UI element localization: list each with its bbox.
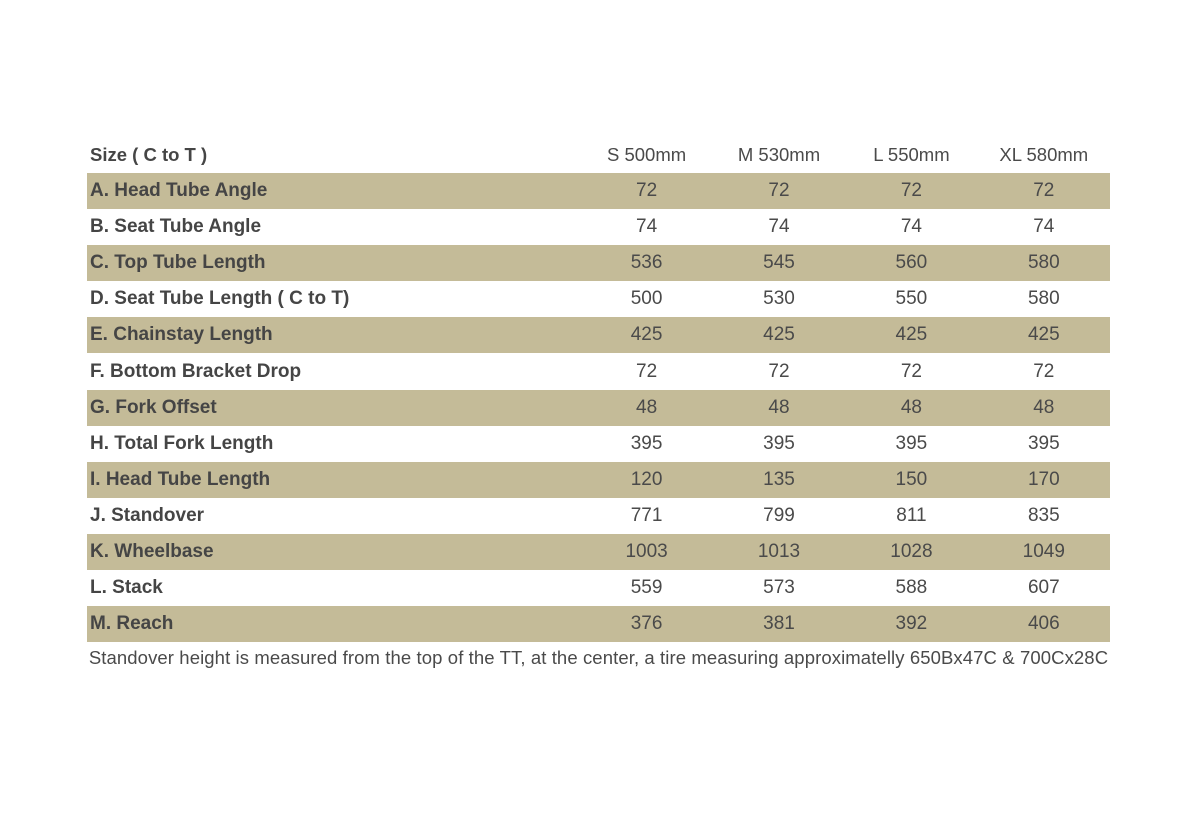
cell-value: 48	[900, 396, 922, 418]
cell-value: 48	[636, 396, 658, 418]
cell-value: 425	[763, 324, 795, 346]
table-row	[87, 173, 1110, 209]
row-label: I. Head Tube Length	[90, 468, 271, 490]
cell-value: 72	[636, 360, 658, 382]
standover-footnote: Standover height is measured from the top of the TT, at the center, a tire measuring approximatelly 650Bx47C & 700Cx28C	[88, 647, 1109, 668]
cell-value: 74	[636, 216, 658, 238]
cell-value: 607	[1027, 577, 1060, 599]
cell-value: 395	[763, 432, 795, 454]
cell-value: 550	[895, 288, 928, 310]
cell-value: 72	[636, 180, 658, 202]
cell-value: 395	[895, 432, 928, 454]
cell-value: 74	[900, 216, 922, 238]
table-row	[87, 534, 1110, 570]
cell-value: 48	[768, 396, 790, 418]
size-header-m: M 530mm	[737, 144, 821, 165]
cell-value: 72	[768, 180, 790, 202]
cell-value: 560	[895, 252, 928, 274]
row-label: K. Wheelbase	[90, 540, 214, 562]
cell-value: 170	[1027, 468, 1060, 490]
geometry-table	[87, 137, 1110, 642]
table-row	[87, 426, 1110, 462]
cell-value: 799	[763, 504, 795, 526]
cell-value: 425	[1027, 324, 1060, 346]
cell-value: 406	[1027, 613, 1060, 635]
cell-value: 381	[763, 613, 795, 635]
cell-value: 536	[630, 252, 663, 274]
table-row	[87, 317, 1110, 353]
table-row	[87, 281, 1110, 317]
table-row	[87, 606, 1110, 642]
table-header-row	[87, 137, 1110, 173]
size-header-label: Size ( C to T )	[90, 144, 208, 165]
row-label: L. Stack	[90, 577, 163, 599]
row-label: B. Seat Tube Angle	[90, 216, 262, 238]
table-row	[87, 353, 1110, 389]
size-header-l: L 550mm	[873, 144, 950, 165]
cell-value: 545	[763, 252, 795, 274]
cell-value: 425	[895, 324, 928, 346]
table-row	[87, 570, 1110, 606]
cell-value: 72	[1033, 360, 1055, 382]
cell-value: 1049	[1022, 540, 1065, 562]
cell-value: 425	[630, 324, 663, 346]
cell-value: 74	[768, 216, 790, 238]
table-row	[87, 390, 1110, 426]
row-label: G. Fork Offset	[90, 396, 217, 418]
row-label: E. Chainstay Length	[90, 324, 273, 346]
table-row	[87, 462, 1110, 498]
cell-value: 771	[630, 504, 663, 526]
cell-value: 72	[900, 360, 922, 382]
cell-value: 573	[763, 577, 795, 599]
row-label: D. Seat Tube Length ( C to T)	[90, 288, 350, 310]
cell-value: 500	[630, 288, 663, 310]
cell-value: 811	[896, 504, 927, 526]
cell-value: 1003	[625, 540, 668, 562]
cell-value: 74	[1033, 216, 1055, 238]
row-label: M. Reach	[90, 613, 174, 635]
cell-value: 530	[763, 288, 795, 310]
cell-value: 72	[1033, 180, 1055, 202]
row-label: C. Top Tube Length	[90, 252, 266, 274]
cell-value: 392	[895, 613, 928, 635]
cell-value: 559	[630, 577, 663, 599]
cell-value: 1013	[757, 540, 801, 562]
row-label: A. Head Tube Angle	[90, 180, 268, 202]
cell-value: 580	[1027, 288, 1060, 310]
row-label: F. Bottom Bracket Drop	[90, 360, 302, 382]
table-row	[87, 245, 1110, 281]
cell-value: 1028	[890, 540, 933, 562]
cell-value: 135	[763, 468, 795, 490]
cell-value: 72	[900, 180, 922, 202]
cell-value: 588	[895, 577, 928, 599]
cell-value: 395	[1027, 432, 1060, 454]
cell-value: 150	[895, 468, 928, 490]
cell-value: 120	[630, 468, 663, 490]
row-label: J. Standover	[90, 504, 205, 526]
table-row	[87, 209, 1110, 245]
size-header-xl: XL 580mm	[999, 144, 1089, 165]
size-header-s: S 500mm	[607, 144, 687, 165]
cell-value: 395	[630, 432, 663, 454]
cell-value: 48	[1033, 396, 1055, 418]
table-row	[87, 498, 1110, 534]
cell-value: 72	[768, 360, 790, 382]
cell-value: 376	[630, 613, 663, 635]
row-label: H. Total Fork Length	[90, 432, 274, 454]
cell-value: 835	[1027, 504, 1060, 526]
cell-value: 580	[1027, 252, 1060, 274]
